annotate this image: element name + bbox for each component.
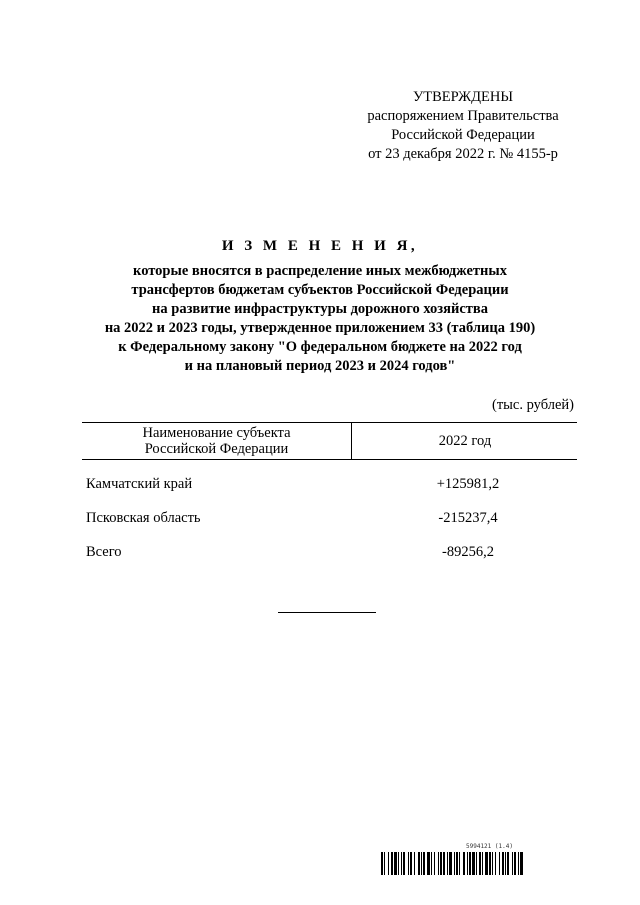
barcode-bar [459, 852, 460, 875]
units-label: (тыс. рублей) [492, 397, 574, 413]
barcode-bar [414, 852, 415, 875]
barcode-bar [447, 852, 448, 875]
barcode-bar [421, 852, 422, 875]
table-row [86, 510, 577, 530]
barcode-bar [520, 852, 523, 875]
barcode-bar [408, 852, 409, 875]
subtitle-line-5: к Федеральному закону "О федеральном бюджете на 2022 год [118, 339, 522, 355]
barcode-bar [505, 852, 506, 875]
barcode-bar [463, 852, 465, 875]
column-header-subject-line-2: Российской Федерации [144, 441, 289, 457]
barcode-bar [454, 852, 455, 875]
barcode-image [381, 852, 575, 875]
row-subject-name: Псковская область [86, 510, 201, 526]
barcode-bar [518, 852, 519, 875]
barcode-bar [472, 852, 475, 875]
row-value: -89256,2 [442, 544, 494, 560]
barcode-bar [485, 852, 488, 875]
barcode-bar [476, 852, 477, 875]
barcode-bar [410, 852, 412, 875]
approval-line-1: распоряжением Правительства [367, 108, 559, 124]
table-row [86, 476, 577, 496]
barcode-bar [492, 852, 493, 875]
barcode-bar [403, 852, 405, 875]
barcode-bar [388, 852, 389, 875]
barcode-bar [418, 852, 420, 875]
document-title: И З М Е Н Е Н И Я, [221, 238, 419, 254]
barcode-bar [381, 852, 383, 875]
row-value: -215237,4 [438, 510, 498, 526]
barcode-bar [456, 852, 458, 875]
document-stamp: 5994121 (1.4) [466, 843, 513, 850]
row-subject-name: Камчатский край [86, 476, 193, 492]
approval-line-3: от 23 декабря 2022 г. № 4155-р [368, 146, 558, 162]
approval-block [360, 88, 566, 164]
barcode-bar [449, 852, 452, 875]
barcode-bar [479, 852, 481, 875]
barcode-bar [507, 852, 509, 875]
row-subject-name: Всего [86, 544, 122, 560]
subtitle-line-1: которые вносятся в распределение иных межбюджетных [133, 263, 507, 279]
closing-separator-line [278, 612, 376, 613]
barcode-bar [394, 852, 397, 875]
approval-header: УТВЕРЖДЕНЫ [412, 89, 514, 105]
barcode-bar [401, 852, 402, 875]
subtitle-line-3: на развитие инфраструктуры дорожного хозяйства [152, 301, 488, 317]
barcode-bar [423, 852, 425, 875]
subtitle-line-4: на 2022 и 2023 годы, утвержденное приложением 33 (таблица 190) [104, 320, 536, 336]
barcode-bar [467, 852, 468, 875]
barcode-bar [514, 852, 516, 875]
row-value: +125981,2 [436, 476, 500, 492]
column-header-subject [82, 423, 352, 459]
barcode-bar [443, 852, 445, 875]
barcode-bar [434, 852, 435, 875]
table-header [82, 422, 577, 460]
barcode-bar [440, 852, 442, 875]
barcode-bar [427, 852, 430, 875]
column-header-year: 2022 год [438, 433, 492, 449]
column-header-subject-line-1: Наименование субъекта [142, 425, 291, 441]
table-row-total [86, 544, 577, 564]
barcode-bar [384, 852, 385, 875]
barcode-bar [469, 852, 471, 875]
approval-line-2: Российской Федерации [391, 127, 535, 143]
barcode-bar [495, 852, 496, 875]
subtitle-line-2: трансфертов бюджетам субъектов Российской Федерации [131, 282, 509, 298]
document-subtitle [70, 262, 570, 376]
barcode-bar [502, 852, 504, 875]
subtitle-line-6: и на плановый период 2023 и 2024 годов" [184, 358, 456, 374]
barcode-bar [391, 852, 393, 875]
barcode-bar [438, 852, 439, 875]
barcode-bar [431, 852, 432, 875]
barcode-bar [398, 852, 399, 875]
barcode-bar [512, 852, 513, 875]
barcode-bar [482, 852, 483, 875]
barcode-bar [499, 852, 500, 875]
barcode-bar [489, 852, 491, 875]
